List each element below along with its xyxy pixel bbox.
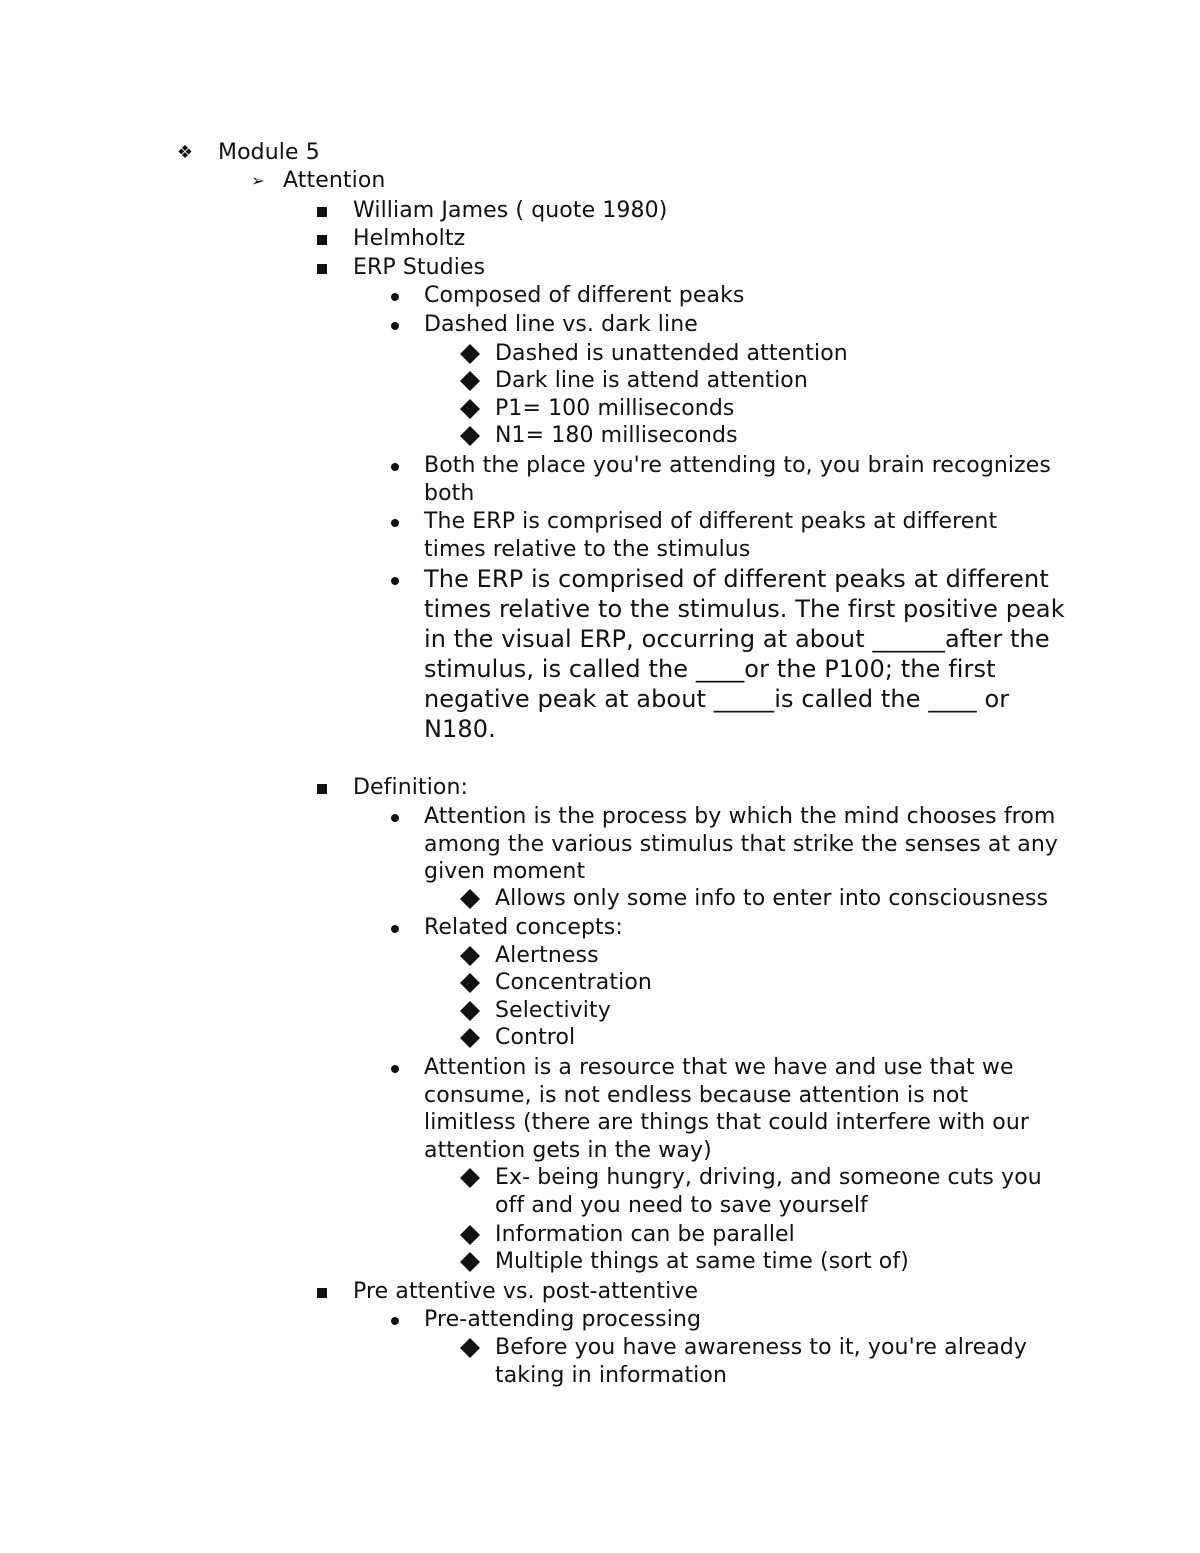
diamond-bullet-icon xyxy=(460,371,480,391)
item-erp-quiz-line4: stimulus, is called the ____or the P100; the first xyxy=(424,655,996,683)
item-erp-quiz-line3: in the visual ERP, occurring at about ______after the xyxy=(424,625,1050,653)
diamond-bullet-icon xyxy=(460,426,480,446)
item-resource-line4: attention gets in the way) xyxy=(424,1138,712,1163)
item-related-control: Control xyxy=(495,1025,576,1050)
diamond-bullet-icon xyxy=(460,1252,480,1272)
dot-bullet-icon xyxy=(390,518,400,528)
item-erp-n1: N1= 180 milliseconds xyxy=(495,423,738,448)
item-erp-studies: ERP Studies xyxy=(353,255,486,280)
dot-bullet-icon xyxy=(390,1316,400,1326)
item-erp-quiz-line5: negative peak at about _____is called the ____ or xyxy=(424,685,1010,713)
item-def-allows: Allows only some info to enter into consciousness xyxy=(495,886,1049,911)
item-resource-ex-line1: Ex- being hungry, driving, and someone cuts you xyxy=(495,1165,1042,1190)
item-erp-both-line2: both xyxy=(424,481,475,506)
dot-bullet-icon xyxy=(390,813,400,823)
item-erp-comprised-line1: The ERP is comprised of different peaks at different xyxy=(424,509,998,534)
item-resource-line2: consume, is not endless because attention is not xyxy=(424,1083,969,1108)
item-erp-dashed: Dashed is unattended attention xyxy=(495,341,848,366)
diamond-cluster-bullet-icon: ❖ xyxy=(176,142,194,163)
arrowhead-bullet-icon: ➢ xyxy=(251,171,265,190)
diamond-bullet-icon xyxy=(460,946,480,966)
square-bullet-icon xyxy=(316,783,328,795)
dot-bullet-icon xyxy=(390,292,400,302)
item-erp-comprised-line2: times relative to the stimulus xyxy=(424,537,751,562)
item-erp-quiz-line2: times relative to the stimulus. The first positive peak xyxy=(424,595,1065,623)
diamond-bullet-icon xyxy=(460,1225,480,1245)
module-title: Module 5 xyxy=(218,140,320,165)
item-erp-both-line1: Both the place you're attending to, you brain recognizes xyxy=(424,453,1051,478)
square-bullet-icon xyxy=(316,206,328,218)
diamond-bullet-icon xyxy=(460,889,480,909)
item-resource-parallel: Information can be parallel xyxy=(495,1222,795,1247)
diamond-bullet-icon xyxy=(460,1168,480,1188)
item-def-process-line3: given moment xyxy=(424,859,586,884)
dot-bullet-icon xyxy=(390,1064,400,1074)
item-related-selectivity: Selectivity xyxy=(495,998,611,1023)
item-pre-before-line2: taking in information xyxy=(495,1363,727,1388)
dot-bullet-icon xyxy=(390,321,400,331)
diamond-bullet-icon xyxy=(460,1001,480,1021)
item-definition: Definition: xyxy=(353,775,469,800)
item-william-james: William James ( quote 1980) xyxy=(353,198,668,223)
item-resource-line1: Attention is a resource that we have and use that we xyxy=(424,1055,1014,1080)
item-erp-peaks: Composed of different peaks xyxy=(424,283,745,308)
item-erp-quiz-line1: The ERP is comprised of different peaks at different xyxy=(424,565,1049,593)
item-resource-ex-line2: off and you need to save yourself xyxy=(495,1193,868,1218)
item-erp-lines: Dashed line vs. dark line xyxy=(424,312,698,337)
item-related: Related concepts: xyxy=(424,915,623,940)
item-resource-multiple: Multiple things at same time (sort of) xyxy=(495,1249,909,1274)
diamond-bullet-icon xyxy=(460,1338,480,1358)
item-pre-post: Pre attentive vs. post-attentive xyxy=(353,1279,699,1304)
diamond-bullet-icon xyxy=(460,973,480,993)
item-pre-processing: Pre-attending processing xyxy=(424,1307,702,1332)
item-related-alertness: Alertness xyxy=(495,943,599,968)
item-erp-quiz-line6: N180. xyxy=(424,715,496,743)
dot-bullet-icon xyxy=(390,576,400,586)
diamond-bullet-icon xyxy=(460,1028,480,1048)
diamond-bullet-icon xyxy=(460,344,480,364)
item-def-process-line2: among the various stimulus that strike the senses at any xyxy=(424,832,1059,857)
item-related-concentration: Concentration xyxy=(495,970,652,995)
square-bullet-icon xyxy=(316,234,328,246)
item-erp-dark: Dark line is attend attention xyxy=(495,368,808,393)
item-def-process-line1: Attention is the process by which the mind chooses from xyxy=(424,804,1056,829)
square-bullet-icon xyxy=(316,263,328,275)
item-pre-before-line1: Before you have awareness to it, you're already xyxy=(495,1335,1027,1360)
item-helmholtz: Helmholtz xyxy=(353,226,466,251)
topic-title: Attention xyxy=(283,168,386,193)
item-resource-line3: limitless (there are things that could interfere with our xyxy=(424,1110,1030,1135)
square-bullet-icon xyxy=(316,1287,328,1299)
dot-bullet-icon xyxy=(390,924,400,934)
dot-bullet-icon xyxy=(390,462,400,472)
diamond-bullet-icon xyxy=(460,399,480,419)
item-erp-p1: P1= 100 milliseconds xyxy=(495,396,735,421)
